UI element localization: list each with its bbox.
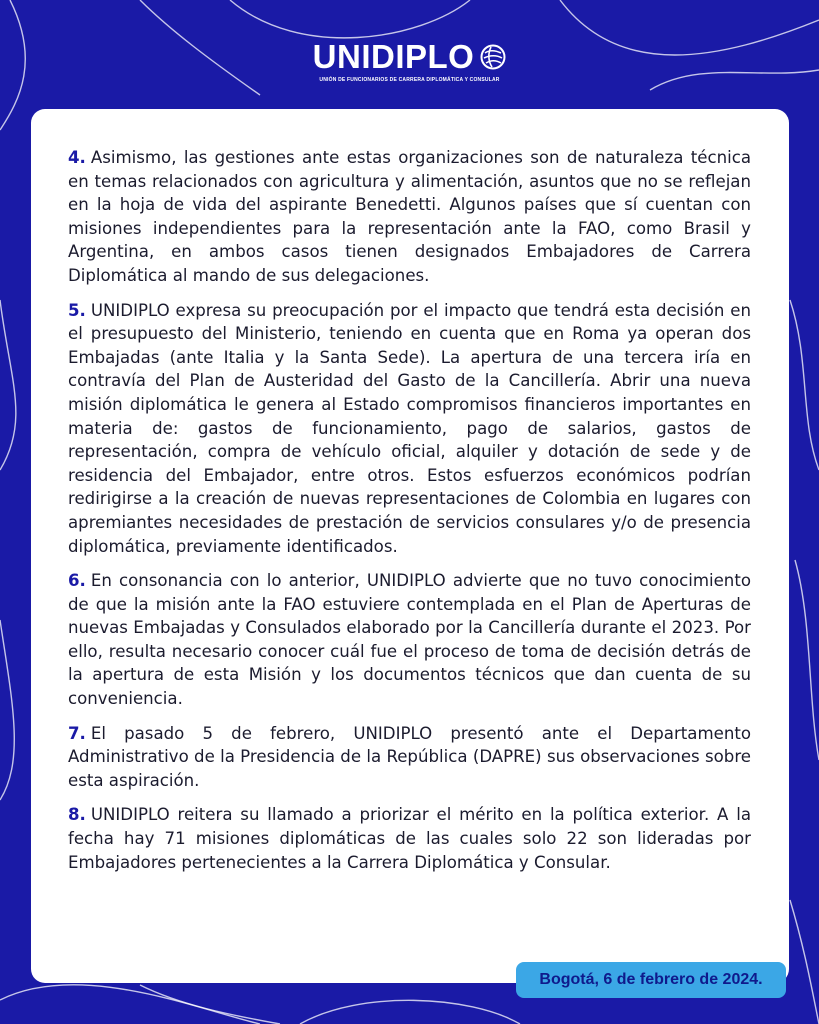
paragraph-number: 7. — [68, 723, 86, 743]
paragraph-text: El pasado 5 de febrero, UNIDIPLO presentó ante el Departamento Administrativo de la Presidencia de la República (DAPRE) sus observaciones sobre esta aspiración. — [68, 723, 751, 790]
statement-card — [31, 109, 789, 983]
paragraph-number: 6. — [68, 571, 86, 591]
paragraph-5 — [68, 299, 751, 559]
paragraph-number: 5. — [68, 300, 86, 320]
date-badge: Bogotá, 6 de febrero de 2024. — [516, 962, 786, 998]
paragraph-4 — [68, 146, 751, 288]
paragraph-number: 4. — [68, 148, 86, 167]
paragraph-text: UNIDIPLO expresa su preocupación por el impacto que tendrá esta decisión en el presupuesto del Ministerio, teniendo en cuenta que en Roma ya operan dos Embajadas (ante Italia y la Santa Sede). La apertura de una tercera iría en contravía del Plan de Austeridad del Gasto de la Cancillería. Abrir una nueva misión diplomática le genera al Estado compromisos financieros importantes en materia de: gastos de funcionamiento, pago de salarios, gastos de representación, compra de vehículo oficial, alquiler y dotación de sede y de residencia del Embajador, entre otros. Estos esfuerzos económicos podrían redirigirse a la creación de nuevas representaciones de Colombia en lugares con apremiantes necesidades de prestación de servicios consulares y/o de presencia diplomática, previamente identificados. — [68, 300, 751, 556]
brand-tagline: UNIÓN DE FUNCIONARIOS DE CARRERA DIPLOMÁTICA Y CONSULAR — [319, 77, 500, 83]
paragraph-text: En consonancia con lo anterior, UNIDIPLO advierte que no tuvo conocimiento de que la misión ante la FAO estuviere contemplada en el Plan de Aperturas de nuevas Embajadas y Consulados elaborado por la Cancillería durante el 2023. Por ello, resulta necesario conocer cuál fue el proceso de toma de decisión detrás de la apertura de esta Misión y los documentos técnicos que dan cuenta de su conveniencia. — [68, 571, 751, 709]
paragraph-7 — [68, 722, 751, 793]
paragraph-6 — [68, 569, 751, 711]
brand-name: UNIDIPLO — [312, 38, 475, 75]
paragraph-text: Asimismo, las gestiones ante estas organizaciones son de naturaleza técnica en temas relacionados con agricultura y alimentación, asuntos que no se reflejan en la hoja de vida del aspirante Benedetti. Algunos países que sí cuentan con misiones independientes para la representación ante la FAO, como Brasil y Argentina, en ambos casos tienen designados Embajadores de Carrera Diplomática al mando de sus delegaciones. — [68, 148, 751, 285]
paragraph-text: UNIDIPLO reitera su llamado a priorizar el mérito en la política exterior. A la fecha hay 71 misiones diplomáticas de las cuales solo 22 son lideradas por Embajadores pertenecientes a la Carrera Diplomática y Consular. — [68, 805, 751, 872]
globe-icon — [480, 44, 506, 70]
paragraph-number: 8. — [68, 805, 86, 825]
brand-logo — [0, 40, 819, 83]
paragraph-8 — [68, 803, 751, 874]
